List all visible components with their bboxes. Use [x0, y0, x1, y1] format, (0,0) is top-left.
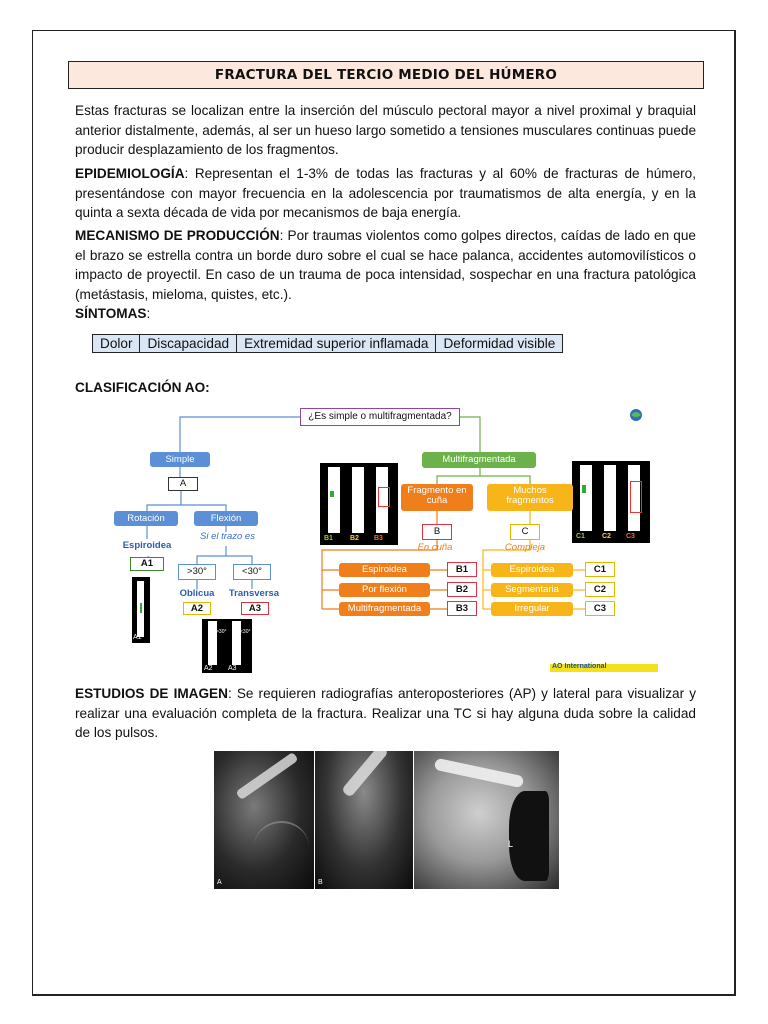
c2-node: C2: [585, 582, 615, 597]
a-node: A: [168, 477, 198, 491]
multifragmentada-node: Multifragmentada: [422, 452, 536, 468]
en-cuna-label: En cuña: [417, 542, 453, 553]
b-row-multi: Multifragmentada: [339, 602, 430, 616]
sintomas-colon: :: [146, 306, 151, 321]
xray-c-label: L: [508, 839, 514, 849]
simple-node: Simple: [150, 452, 210, 467]
epidemiologia-label: EPIDEMIOLOGÍA: [75, 166, 185, 181]
c3-node: C3: [585, 601, 615, 616]
b-fracture-images: [320, 463, 398, 545]
flexion-node: Flexión: [194, 511, 258, 526]
c3-image-label: C3: [626, 533, 635, 540]
xray-image-b: [315, 751, 413, 889]
c-fracture-images: [572, 461, 650, 543]
c-node: C: [510, 524, 540, 540]
a2-node: A2: [183, 602, 211, 615]
b-row-espiroidea: Espiroidea: [339, 563, 430, 577]
a3-node: A3: [241, 602, 269, 615]
ao-logo-text: AO International: [552, 663, 607, 670]
xray-image-a: [214, 751, 314, 889]
c-row-espiroidea: Espiroidea: [491, 563, 573, 577]
oblicua-label: Oblicua: [179, 588, 215, 599]
epidemiologia-paragraph: [75, 164, 696, 223]
b1-image-label: B1: [324, 535, 333, 542]
estudios-text: : Se requieren radiografías anteroposteriores (AP) y lateral para visualizar y realizar una evaluación completa de la fractura. Realizar una TC si hay alguna duda sobre la calidad de los pulsos.: [75, 686, 696, 740]
mecanismo-label: MECANISMO DE PRODUCCIÓN: [75, 228, 280, 243]
b-row-flexion: Por flexión: [339, 583, 430, 597]
xray-a-label: A: [217, 879, 222, 886]
c1-image-label: C1: [576, 533, 585, 540]
ao-international-logo: [550, 664, 658, 672]
b3-node: B3: [447, 601, 477, 616]
c1-node: C1: [585, 562, 615, 577]
b2-image-label: B2: [350, 535, 359, 542]
ao-classification-diagram: [110, 405, 660, 673]
estudios-label: ESTUDIOS DE IMAGEN: [75, 686, 228, 701]
xray-b-label: B: [318, 879, 323, 886]
rotacion-node: Rotación: [114, 511, 178, 526]
b2-node: B2: [447, 582, 477, 597]
clasificacion-heading: [75, 380, 210, 395]
a2-a3-fracture-image: [202, 619, 252, 673]
a3-degree-label: <30°: [240, 629, 251, 635]
c2-image-label: C2: [602, 533, 611, 540]
sintomas-table: [92, 334, 563, 353]
compleja-label: Compleja: [504, 542, 546, 553]
page-title: FRACTURA DEL TERCIO MEDIO DEL HÚMERO: [68, 61, 704, 89]
estudios-paragraph: [75, 684, 696, 743]
a2-degree-label: >30°: [216, 629, 227, 635]
c-row-segmentaria: Segmentaria: [491, 583, 573, 597]
table-row: [93, 335, 563, 353]
a1-node: A1: [130, 557, 164, 571]
mecanismo-paragraph: [75, 226, 696, 304]
muchos-fragmentos-node: Muchos fragmentos: [487, 484, 573, 511]
sintoma-cell: Deformidad visible: [436, 335, 563, 353]
intro-paragraph: Estas fracturas se localizan entre la inserción del músculo pectoral mayor a nivel proximal y braquial anterior distalmente, además, al ser un hueso largo sometido a tensiones musculares continuas puede producir desplazamiento de los fragmentos.: [75, 103, 696, 157]
b1-node: B1: [447, 562, 477, 577]
a3-image-label: A3: [228, 665, 237, 672]
epidemiologia-text: : Representan el 1-3% de todas las fracturas y al 60% de fracturas de húmero, presentándose con mayor frecuencia en la adolescencia por traumatismos de alta energía, y en la quinta a sexta década de vida por mecanismos de baja energía.: [75, 166, 696, 220]
a1-fracture-image: [132, 577, 150, 643]
si-trazo-label: Si el trazo es: [200, 531, 255, 542]
sintoma-cell: Discapacidad: [140, 335, 237, 353]
sintomas-label: SÍNTOMAS: [75, 306, 147, 321]
espiroidea-label: Espiroidea: [122, 540, 172, 551]
fragmento-cuna-node: Fragmento en cuña: [401, 484, 473, 511]
sintomas-heading: [75, 306, 150, 321]
transversa-label: Transversa: [228, 588, 280, 599]
mecanismo-text: : Por traumas violentos como golpes directos, caídas de lado en que el brazo se estrella contra un borde duro sobre el cual se hace palanca, accidentes automovilísticos o impacto de proyectil. En caso de un trauma de poca intensidad, sospechar en una fractura patológica (metástasis, mieloma, quistes, etc.).: [75, 228, 696, 302]
b-node: B: [422, 524, 452, 540]
lt30-node: <30°: [233, 564, 271, 580]
sintoma-cell: Dolor: [93, 335, 140, 353]
b3-image-label: B3: [374, 535, 383, 542]
c-row-irregular: Irregular: [491, 602, 573, 616]
sintoma-cell: Extremidad superior inflamada: [237, 335, 436, 353]
gt30-node: >30°: [178, 564, 216, 580]
a2-image-label: A2: [204, 665, 213, 672]
xray-image-c: [414, 751, 559, 889]
ao-globe-icon: [628, 407, 644, 421]
a1-image-label: A1: [133, 634, 142, 641]
clasificacion-label: CLASIFICACIÓN AO: [75, 380, 206, 395]
question-node: ¿Es simple o multifragmentada?: [300, 408, 460, 426]
clasificacion-colon: :: [205, 380, 210, 395]
